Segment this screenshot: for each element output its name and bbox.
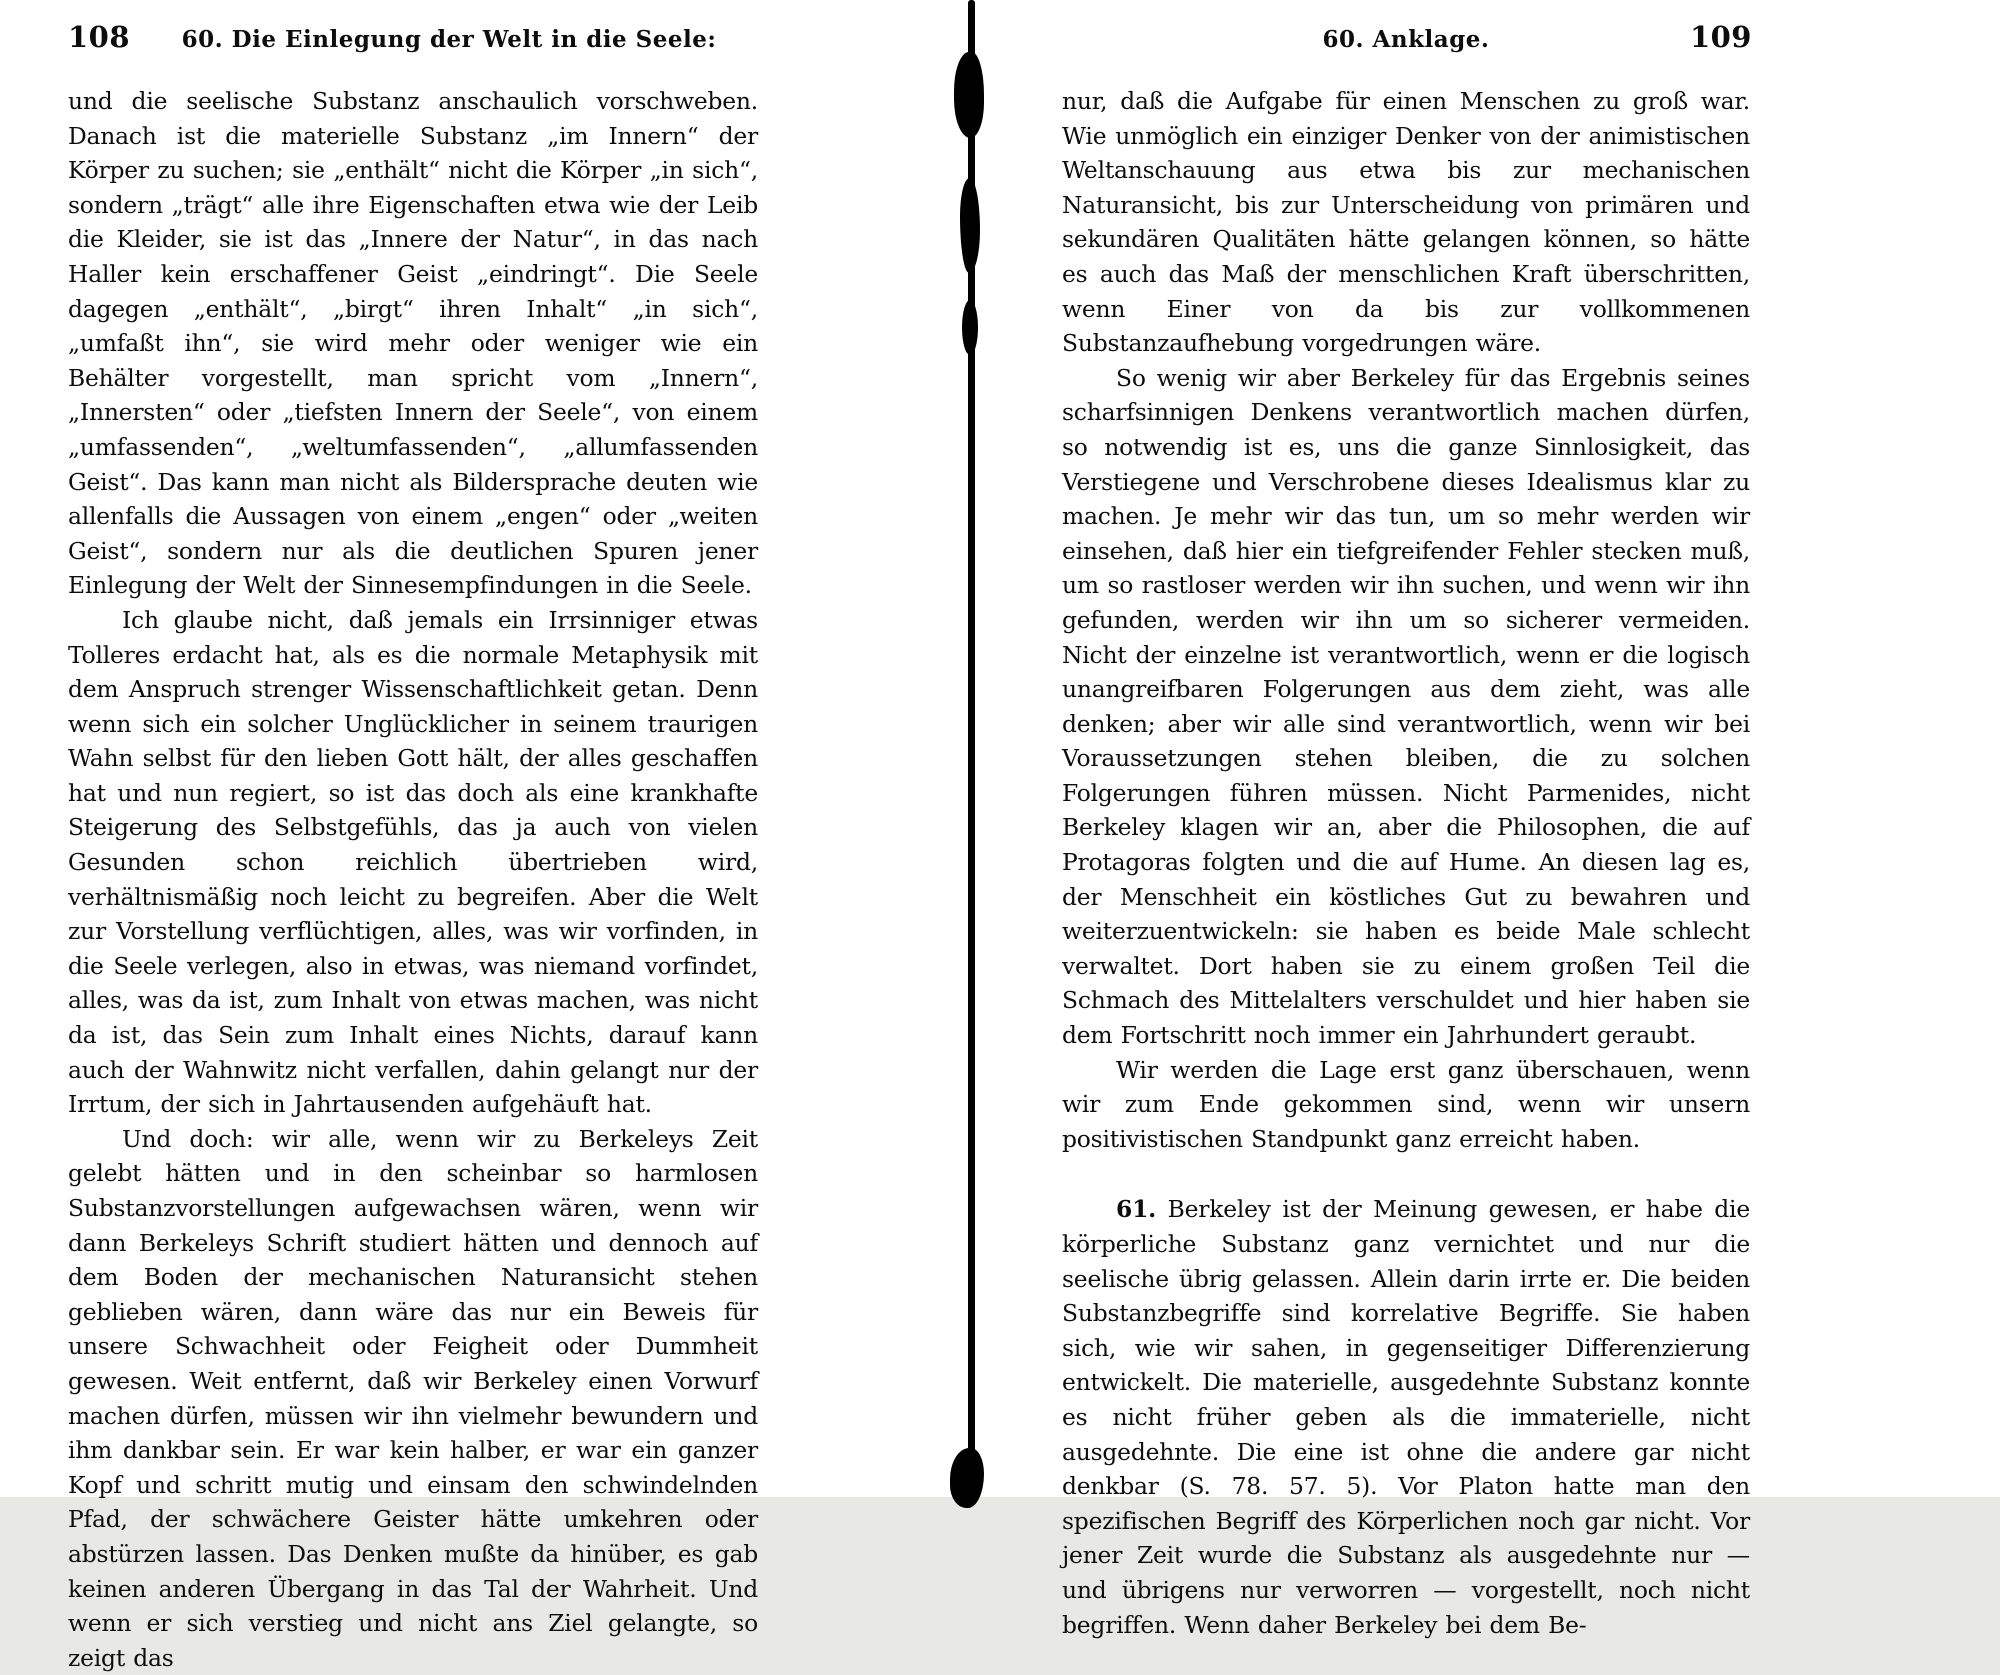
section-text: Berkeley ist der Meinung gewesen, er habe die körperliche Substanz ganz vernichtet und nur die seelische übrig gelassen. Allein darin irrte er. Die beiden Substanzbegriffe sind korrelative Begriffe. Sie haben sich, wie wir sahen, in gegenseitiger Differenzierung entwickelt. Die materielle, ausgedehnte Substanz konnte es nicht früher geben als die immaterielle, nicht ausgedehnte. Die eine ist ohne die andere gar nicht denkbar (S. 78. 57. 5). Vor Platon hatte man den spezifischen Begriff des Körperlichen noch gar nicht. Vor jener Zeit wurde die Substanz als ausgedehnte nur — und übrigens nur verworren — vorgestellt, noch nicht begriffen. Wenn daher Berkeley bei dem Be- [1062, 1195, 1750, 1639]
paragraph: Und doch: wir alle, wenn wir zu Berkeleys Zeit gelebt hätten und in den scheinbar so harmlosen Substanzvorstellungen aufgewachsen wären, wenn wir dann Berkeleys Schrift studiert hätten und dennoch auf dem Boden der mechanischen Naturansicht stehen geblieben wären, dann wäre das nur ein Beweis für unsere Schwachheit oder Feigheit oder Dummheit gewesen. Weit entfernt, daß wir Berkeley einen Vorwurf machen dürfen, müssen wir ihn vielmehr bewundern und ihm dankbar sein. Er war kein halber, er war ein ganzer Kopf und schritt mutig und einsam den schwindelnden Pfad, der schwächere Geister hätte umkehren oder abstürzen lassen. Das Denken mußte da hinüber, es gab keinen anderen Übergang in das Tal der Wahrheit. Und wenn er sich verstieg und nicht ans Ziel gelangte, so zeigt das [68, 1124, 758, 1672]
section-number: 61. [1116, 1195, 1157, 1224]
paragraph-section-61 [1062, 1192, 1750, 1642]
paragraph: So wenig wir aber Berkeley für das Ergebnis seines scharfsinnigen Denkens verantwortlich machen dürfen, so notwendig ist es, uns die ganze Sinnlosigkeit, das Verstiegene und Verschrobene dieses Idealismus klar zu machen. Je mehr wir das tun, um so mehr werden wir einsehen, daß hier ein tiefgreifender Fehler stecken muß, um so rastloser werden wir ihn suchen, und wenn wir ihn gefunden, werden wir ihn um so sicherer vermeiden. Nicht der einzelne ist verantwortlich, wenn er die logisch unangreifbaren Folgerungen aus dem zieht, was alle denken; aber wir alle sind verantwortlich, wenn wir bei Voraussetzungen stehen bleiben, die zu solchen Folgerungen führen müssen. Nicht Parmenides, nicht Berkeley klagen wir an, aber die Philosophen, die auf Protagoras folgten und die auf Hume. An diesen lag es, der Menschheit ein köstliches Gut zu bewahren und weiterzuentwickeln: sie haben es beide Male schlecht verwaltet. Dort haben sie zu einem großen Teil die Schmach des Mittelalters verschuldet und hier haben sie dem Fortschritt noch immer ein Jahrhundert geraubt. [1062, 363, 1750, 1050]
ink-blob [954, 52, 984, 138]
paragraph: und die seelische Substanz anschaulich vorschweben. Danach ist die materielle Substanz „im Innern“ der Körper zu suchen; sie „enthält“ nicht die Körper „in sich“, sondern „trägt“ alle ihre Eigenschaften etwa wie der Leib die Kleider, sie ist das „Innere der Natur“, in das nach Haller kein erschaffener Geist „eindringt“. Die Seele dagegen „enthält“, „birgt“ ihren Inhalt“ „in sich“, „umfaßt ihn“, sie wird mehr oder weniger wie ein Behälter vorgestellt, man spricht vom „Innern“, „Innersten“ oder „tiefsten Innern der Seele“, von einem „umfassenden“, „weltumfassenden“, „allumfassenden Geist“. Das kann man nicht als Bildersprache deuten wie allenfalls die Aussagen von einem „engen“ oder „weiten Geist“, sondern nur als die deutlichen Spuren jener Einlegung der Welt der Sinnesempfindungen in die Seele. [68, 87, 758, 600]
ink-blob [962, 300, 978, 355]
paragraph: Ich glaube nicht, daß jemals ein Irrsinniger etwas Tolleres erdacht hat, als es die normale Metaphysik mit dem Anspruch strenger Wissenschaftlichkeit getan. Denn wenn sich ein solcher Unglücklicher in seinem traurigen Wahn selbst für den lieben Gott hält, der alles geschaffen hat und nun regiert, so ist das doch als eine krankhafte Steigerung des Selbstgefühls, das ja auch von vielen Gesunden schon reichlich übertrieben wird, verhältnismäßig noch leicht zu begreifen. Aber die Welt zur Vorstellung verflüchtigen, alles, was wir vorfinden, in die Seele verlegen, also in etwas, was niemand vorfindet, alles, was da ist, zum Inhalt von etwas machen, was nicht da ist, das Sein zum Inhalt eines Nichts, darauf kann auch der Wahnwitz nicht verfallen, dahin gelangt nur der Irrtum, der sich in Jahrtausenden aufgehäuft hat. [68, 605, 758, 1119]
running-head-left [68, 20, 758, 54]
body-text-right [1062, 84, 1750, 1642]
paragraph: Wir werden die Lage erst ganz überschauen, wenn wir zum Ende gekommen sind, wenn wir unsern positivistischen Standpunkt ganz erreicht haben. [1062, 1055, 1750, 1153]
page-number-right: 109 [1689, 20, 1752, 54]
binding-gutter [948, 0, 994, 1497]
paragraph: nur, daß die Aufgabe für einen Menschen zu groß war. Wie unmöglich ein einziger Denker von der animistischen Weltanschauung aus etwa bis zur mechanischen Naturansicht, bis zur Unterscheidung von primären und sekundären Qualitäten hätte gelangen können, so hätte es auch das Maß der menschlichen Kraft überschritten, wenn Einer von da bis zur vollkommenen Substanzaufhebung vorgedrungen wäre. [1062, 87, 1750, 358]
page-left [0, 0, 958, 1672]
ink-blob [960, 178, 980, 273]
page-number-left: 108 [68, 20, 131, 54]
running-title-right: 60. Anklage. [1322, 26, 1490, 53]
ink-blob [950, 1448, 984, 1508]
running-head-right [1062, 20, 1752, 54]
running-title-left: 60. Die Einlegung der Welt in die Seele: [181, 26, 717, 53]
page-right [992, 0, 2000, 1639]
body-text-left [68, 84, 758, 1675]
